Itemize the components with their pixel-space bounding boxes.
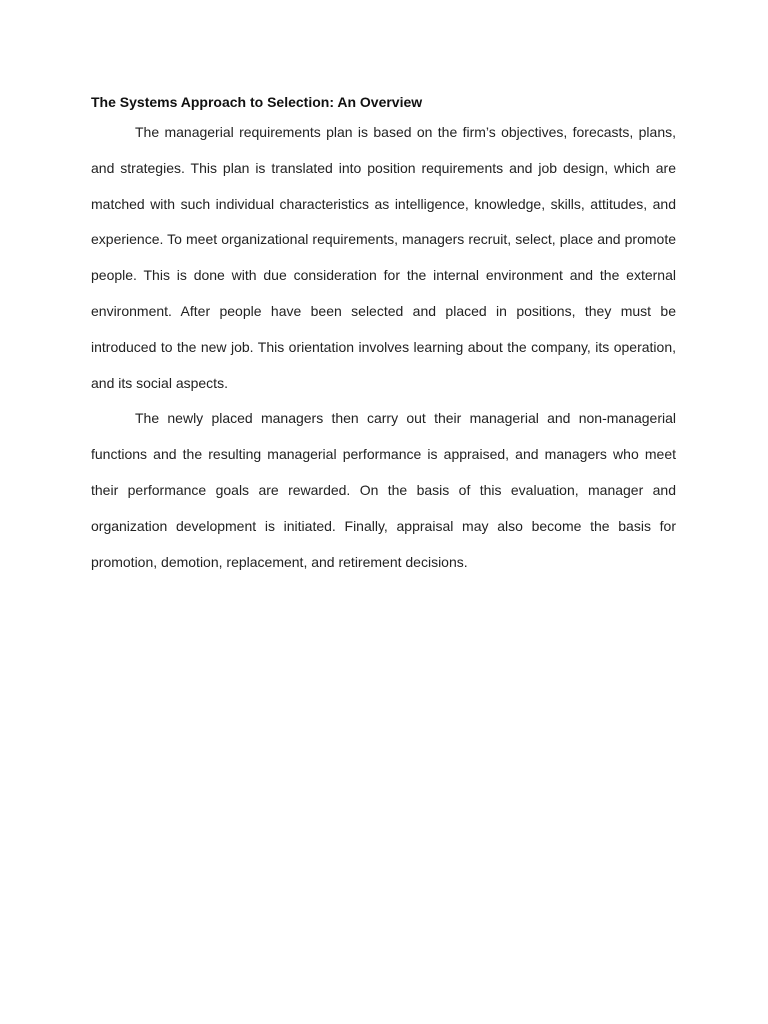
paragraph-1: The managerial requirements plan is based on the firm’s objectives, forecasts, plans, and strategies. This plan is translated into position requirements and job design, which are matched with such individual characteristics as intelligence, knowledge, skills, attitudes, and experience. To meet organizational requirements, managers recruit, select, place and promote people. This is done with due consideration for the internal environment and the external environment. After people have been selected and placed in positions, they must be introduced to the new job. This orientation involves learning about the company, its operation, and its social aspects. [91,124,676,391]
document-body [91,91,676,580]
document-title: The Systems Approach to Selection: An Overview [91,94,423,110]
paragraph-2: The newly placed managers then carry out their managerial and non-managerial functions and the resulting managerial performance is appraised, and managers who meet their performance goals are rewarded. On the basis of this evaluation, manager and organization development is initiated. Finally, appraisal may also become the basis for promotion, demotion, replacement, and retirement decisions. [91,410,676,570]
